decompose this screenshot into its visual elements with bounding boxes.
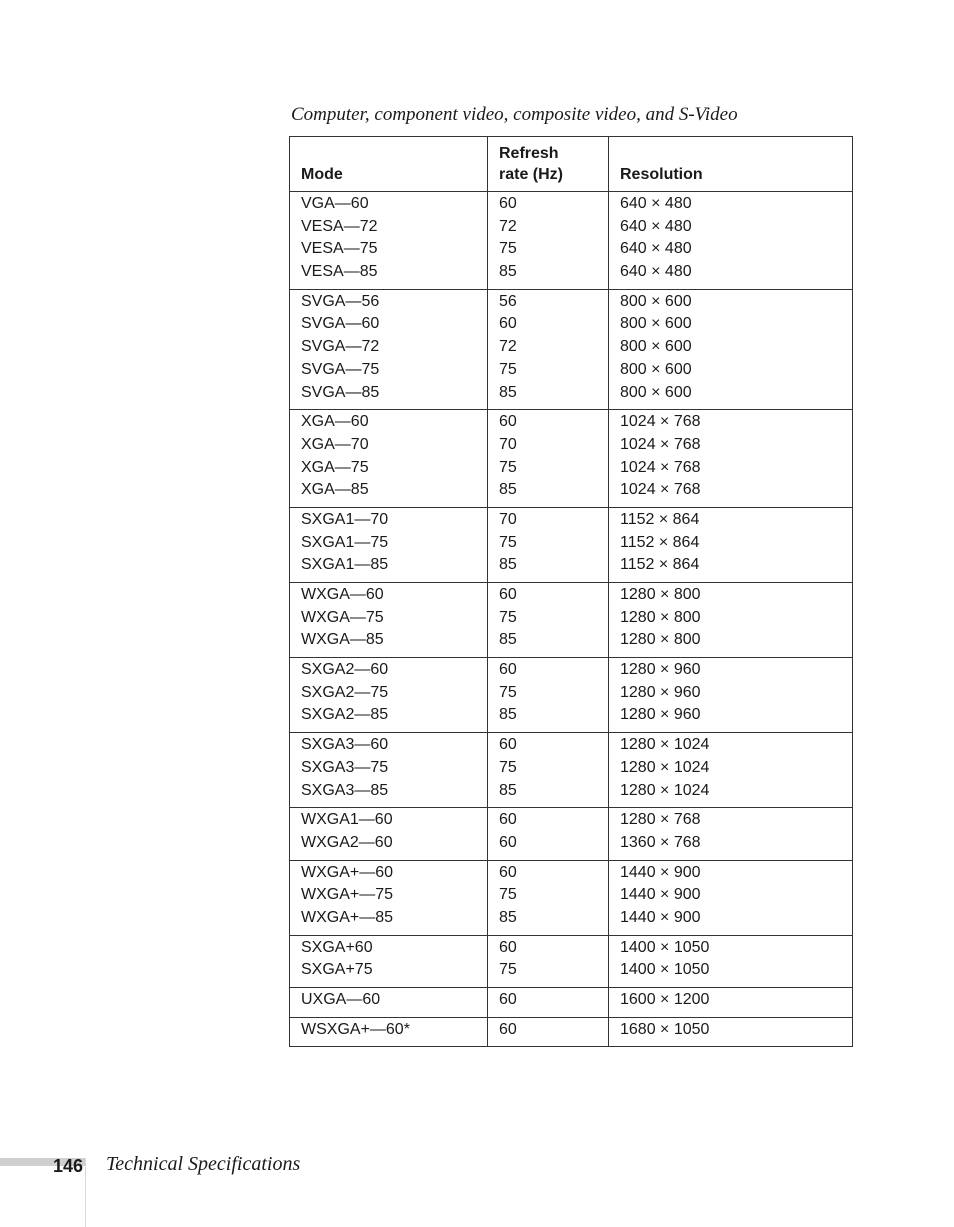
cell-value: 1152 × 864 [620,510,700,528]
cell-value: 1280 × 800 [620,608,701,626]
cell-value: XGA—60 [301,413,369,431]
mode-cell [290,988,488,1018]
cell-value: 85 [499,908,517,926]
cell-value: 75 [499,360,517,378]
cell-value: 85 [499,263,517,281]
cell-value: 60 [499,1020,517,1038]
refresh-rate-cell [488,988,609,1018]
resolution-cell [609,860,853,935]
cell-value: VGA—60 [301,195,369,212]
cell-value: 1024 × 768 [620,413,701,431]
mode-cell [290,935,488,987]
mode-cell [290,583,488,658]
resolution-cell [609,988,853,1018]
cell-value: 1440 × 900 [620,863,701,881]
mode-cell [290,860,488,935]
cell-value: 60 [499,833,517,851]
cell-value: 70 [499,510,517,528]
mode-cell [290,658,488,733]
cell-value: 85 [499,706,517,724]
cell-value: 60 [499,586,517,603]
cell-value: 1400 × 1050 [620,938,710,956]
cell-value: 1440 × 900 [620,908,701,926]
cell-value: 85 [499,383,517,401]
cell-value: 85 [499,781,517,799]
cell-value: VESA—72 [301,217,378,235]
cell-value: 75 [499,961,517,979]
cell-value: 75 [499,758,517,776]
refresh-rate-cell [488,658,609,733]
cell-value: 1280 × 960 [620,706,701,724]
cell-value: 1280 × 800 [620,586,701,603]
cell-value: UXGA—60 [301,991,381,1008]
table-row [290,507,853,582]
cell-value: SXGA2—60 [301,661,389,679]
table-row [290,808,853,860]
cell-value: WXGA—75 [301,608,384,626]
resolution-cell [609,507,853,582]
cell-value: SXGA+60 [301,938,373,956]
refresh-rate-cell [488,808,609,860]
page-number: 146 [53,1156,84,1176]
cell-value: SVGA—85 [301,383,380,401]
cell-value: 640 × 480 [620,263,692,281]
cell-value: 1152 × 864 [620,533,700,551]
cell-value: 60 [499,811,517,829]
cell-value: WXGA1—60 [301,811,393,829]
display-modes-table [289,136,853,1047]
cell-value: 60 [499,315,517,333]
resolution-cell [609,583,853,658]
cell-value: 75 [499,533,517,551]
cell-value: 75 [499,683,517,701]
cell-value: SXGA1—85 [301,556,389,574]
table-row [290,289,853,409]
table-row [290,988,853,1018]
resolution-cell [609,192,853,290]
table-row [290,583,853,658]
refresh-rate-cell [488,1017,609,1047]
cell-value: 640 × 480 [620,240,692,258]
cell-value: 72 [499,217,517,235]
cell-value: SVGA—75 [301,360,380,378]
cell-value: 75 [499,886,517,904]
cell-value: 1280 × 1024 [620,736,710,754]
cell-value: 56 [499,292,517,310]
refresh-rate-cell [488,935,609,987]
cell-value: SXGA1—70 [301,510,389,528]
cell-value: 1680 × 1050 [620,1020,710,1038]
table-row [290,1017,853,1047]
cell-value: 75 [499,458,517,476]
cell-value: SVGA—72 [301,338,380,356]
cell-value: XGA—70 [301,435,369,453]
column-header-refresh-rate: Refresh rate (Hz) [488,137,609,192]
cell-value: 1600 × 1200 [620,991,710,1008]
mode-cell [290,192,488,290]
cell-value: 60 [499,661,517,679]
cell-value: 1440 × 900 [620,886,701,904]
mode-cell [290,410,488,508]
cell-value: 1280 × 960 [620,661,701,679]
cell-value: SXGA2—85 [301,706,389,724]
cell-value: WXGA+—60 [301,863,394,881]
cell-value: 85 [499,481,517,499]
refresh-rate-cell [488,410,609,508]
cell-value: 1280 × 1024 [620,781,710,799]
cell-value: 640 × 480 [620,195,692,212]
cell-value: 1280 × 768 [620,811,701,829]
refresh-rate-cell [488,860,609,935]
cell-value: 1280 × 800 [620,631,701,649]
footer-divider [85,1158,86,1227]
cell-value: SXGA2—75 [301,683,389,701]
cell-value: VESA—75 [301,240,378,258]
table-row [290,192,853,290]
refresh-rate-cell [488,289,609,409]
cell-value: 1280 × 960 [620,683,701,701]
cell-value: WXGA+—75 [301,886,394,904]
cell-value: 800 × 600 [620,292,692,310]
cell-value: 1024 × 768 [620,435,701,453]
cell-value: WXGA2—60 [301,833,393,851]
cell-value: SXGA3—85 [301,781,389,799]
running-footer-title: Technical Specifications [106,1153,301,1175]
refresh-rate-cell [488,192,609,290]
table-row [290,860,853,935]
cell-value: 75 [499,608,517,626]
cell-value: 60 [499,736,517,754]
cell-value: WXGA+—85 [301,908,394,926]
cell-value: 72 [499,338,517,356]
table-row [290,410,853,508]
table-row [290,935,853,987]
resolution-cell [609,658,853,733]
resolution-cell [609,289,853,409]
cell-value: 1152 × 864 [620,556,700,574]
cell-value: 800 × 600 [620,360,692,378]
cell-value: 1024 × 768 [620,458,701,476]
refresh-rate-cell [488,507,609,582]
cell-value: 1360 × 768 [620,833,701,851]
mode-cell [290,507,488,582]
resolution-cell [609,733,853,808]
cell-value: SXGA+75 [301,961,373,979]
cell-value: SXGA1—75 [301,533,389,551]
cell-value: 85 [499,631,517,649]
table-row [290,733,853,808]
refresh-rate-cell [488,733,609,808]
cell-value: 800 × 600 [620,338,692,356]
table-caption: Computer, component video, composite video, and S-Video [291,104,738,125]
cell-value: 800 × 600 [620,383,692,401]
cell-value: 1024 × 768 [620,481,701,499]
mode-cell [290,808,488,860]
column-header-resolution: Resolution [609,137,853,192]
cell-value: 800 × 600 [620,315,692,333]
refresh-rate-cell [488,583,609,658]
cell-value: SXGA3—75 [301,758,389,776]
cell-value: VESA—85 [301,263,378,281]
cell-value: SVGA—60 [301,315,380,333]
cell-value: 60 [499,991,517,1008]
cell-value: WXGA—85 [301,631,384,649]
cell-value: 85 [499,556,517,574]
mode-cell [290,1017,488,1047]
cell-value: 640 × 480 [620,217,692,235]
cell-value: 60 [499,938,517,956]
resolution-cell [609,410,853,508]
cell-value: SVGA—56 [301,292,380,310]
column-header-mode: Mode [290,137,488,192]
cell-value: 60 [499,413,517,431]
cell-value: 60 [499,195,517,212]
cell-value: 60 [499,863,517,881]
table-header-row [290,137,853,192]
cell-value: WSXGA+—60* [301,1020,410,1038]
resolution-cell [609,1017,853,1047]
cell-value: 1280 × 1024 [620,758,710,776]
cell-value: WXGA—60 [301,586,384,603]
mode-cell [290,733,488,808]
cell-value: 1400 × 1050 [620,961,710,979]
cell-value: 70 [499,435,517,453]
table-body [290,192,853,1047]
cell-value: 75 [499,240,517,258]
resolution-cell [609,808,853,860]
cell-value: XGA—85 [301,481,369,499]
cell-value: XGA—75 [301,458,369,476]
cell-value: SXGA3—60 [301,736,389,754]
table-row [290,658,853,733]
resolution-cell [609,935,853,987]
mode-cell [290,289,488,409]
